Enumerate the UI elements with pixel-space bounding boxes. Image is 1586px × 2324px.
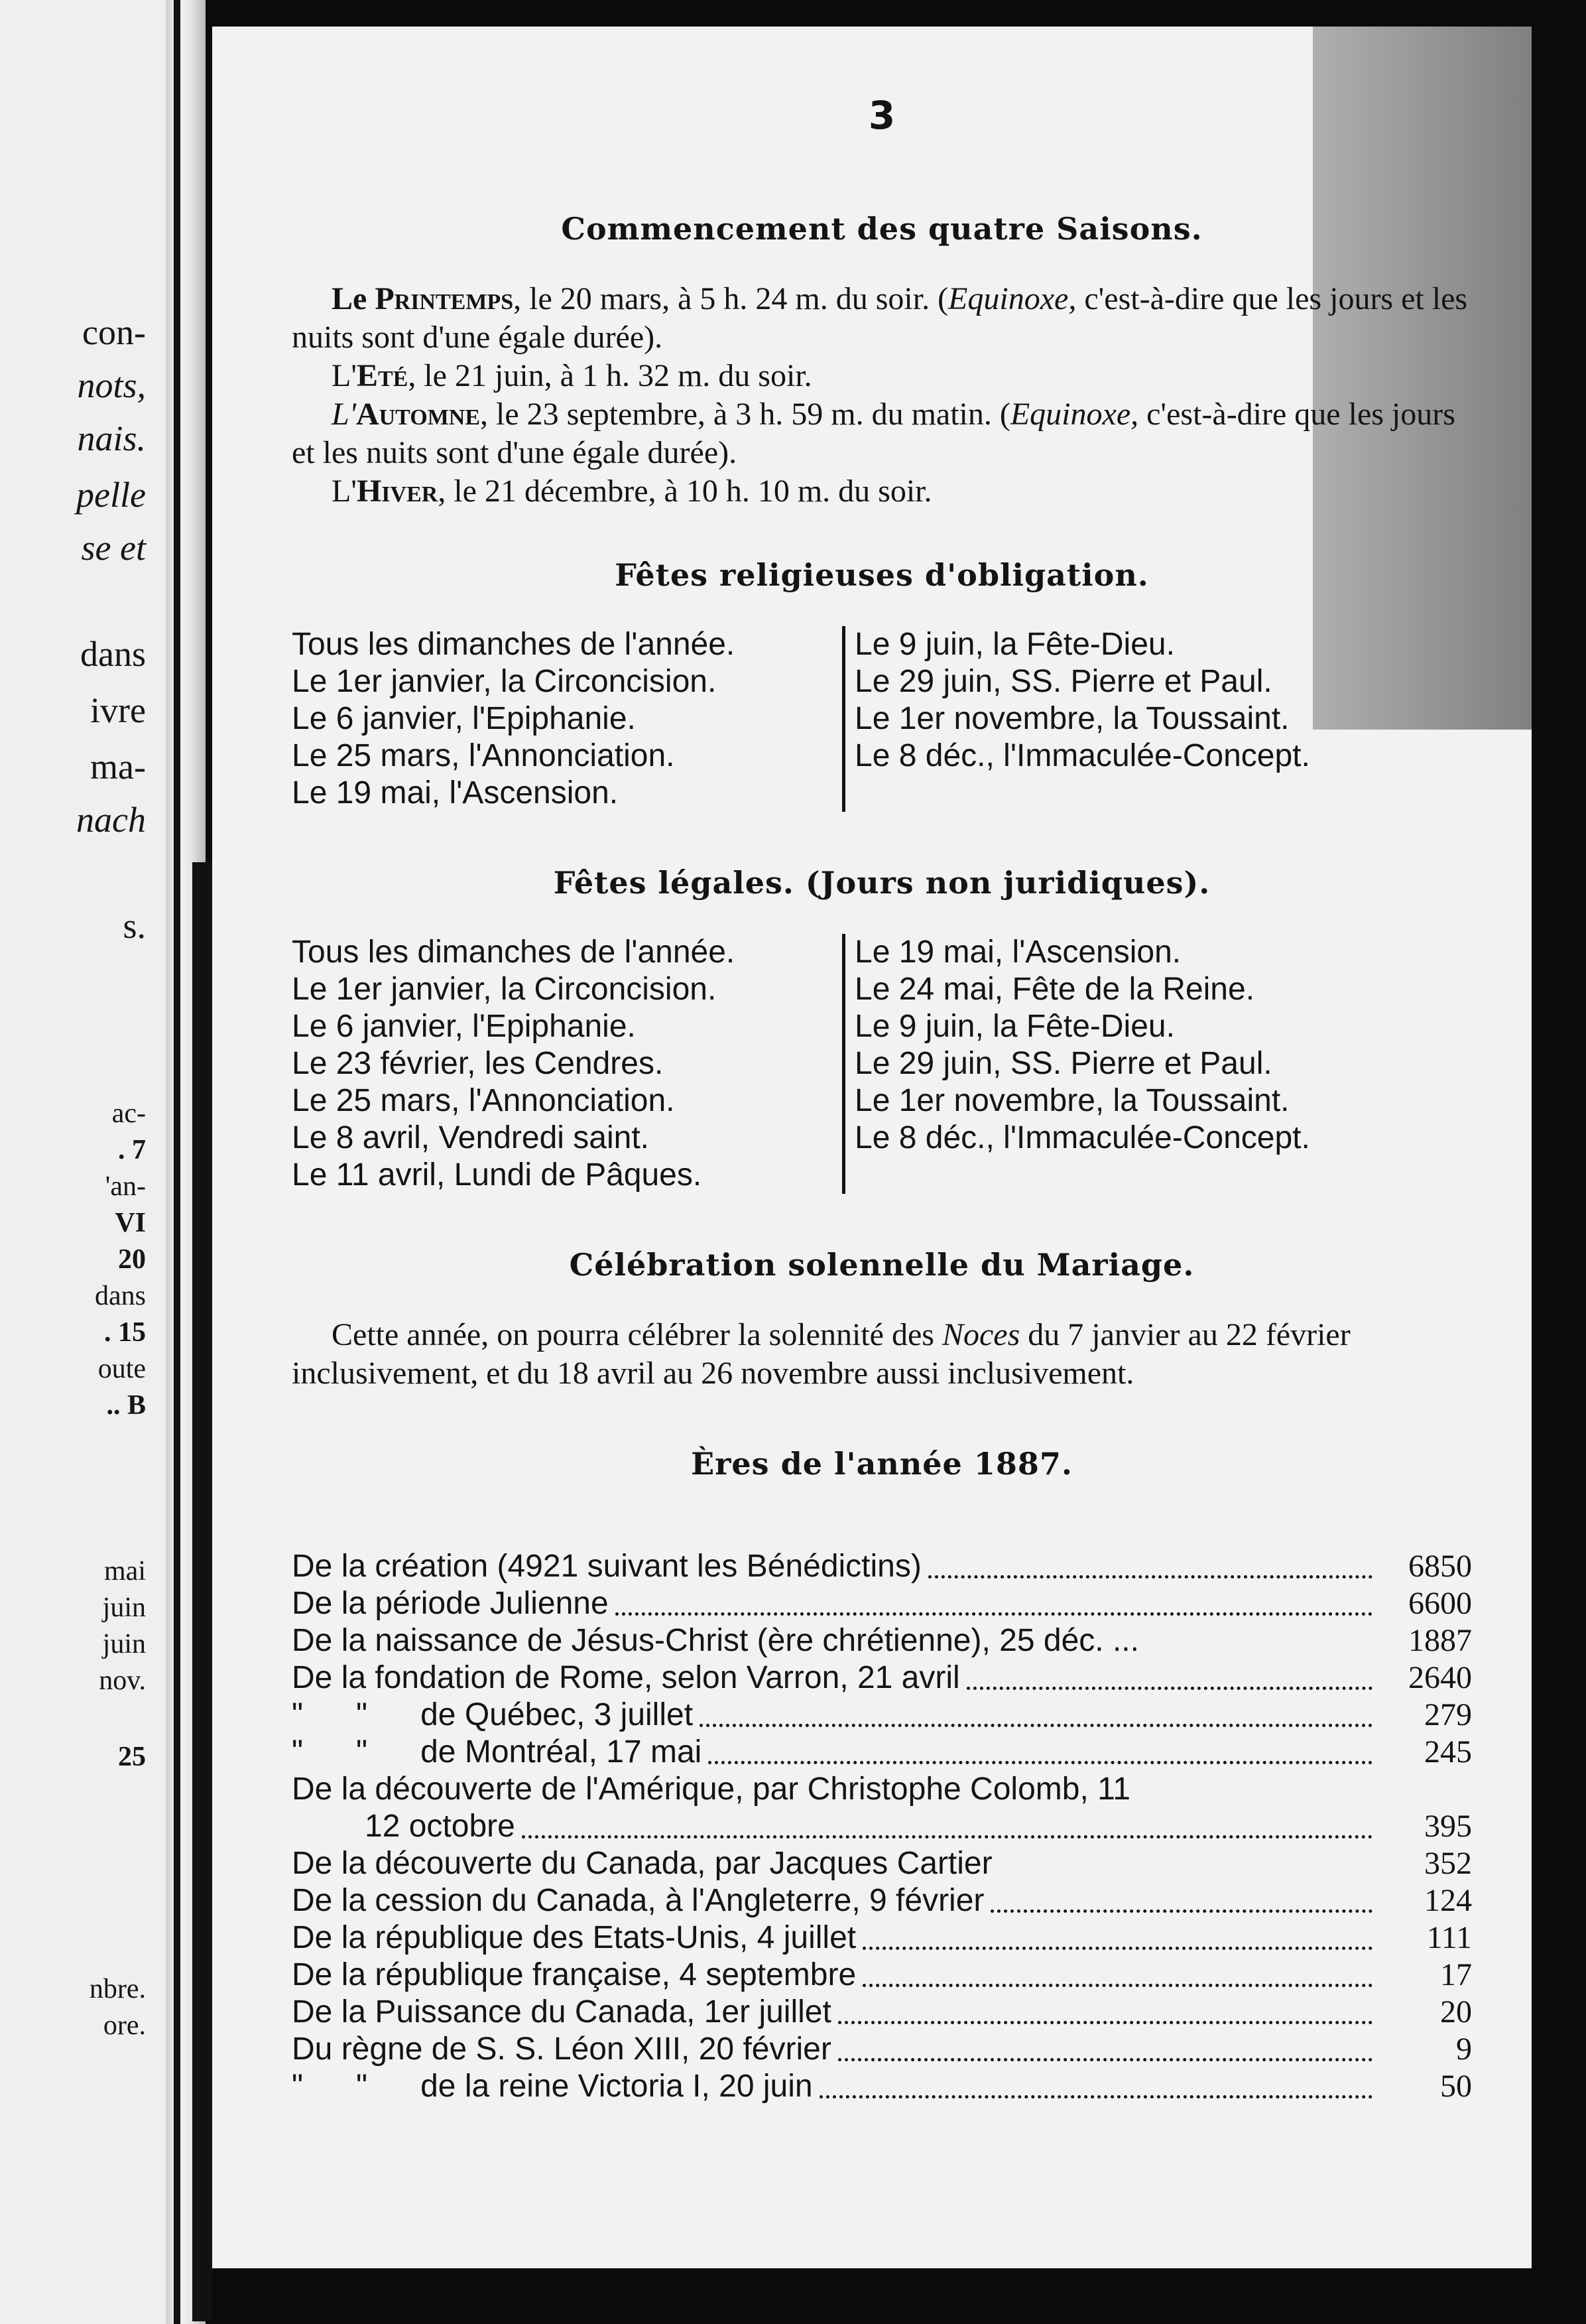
feast-item: Le 25 mars, l'Annonciation.	[292, 1083, 675, 1118]
equinox-label: Equinoxe,	[1010, 397, 1139, 432]
page-edge	[174, 0, 180, 2324]
era-value: 245	[1424, 1734, 1472, 1770]
legal-feasts-columns	[292, 934, 1472, 1194]
noces-word: Noces	[942, 1317, 1020, 1352]
feast-item: Le 19 mai, l'Ascension.	[855, 935, 1182, 970]
season-spring: Le Printemps, le 20 mars, à 5 h. 24 m. du soir. (Equinoxe, c'est-à-dire que les jours et les nuits sont d'une égale durée).	[292, 281, 1468, 355]
marriage-text-b: du 7 janvier au 22 février inclusivement, et du 18 avril au 26 novembre aussi inclusivement.	[292, 1317, 1351, 1391]
fragment: nbre.	[89, 1974, 146, 2004]
fragment: nots,	[77, 365, 146, 405]
marriage-text-a: Cette année, on pourra célébrer la solennité des	[332, 1317, 942, 1352]
feast-item: Le 19 mai, l'Ascension.	[292, 775, 619, 810]
eras-title: Ères de l'année 1887.	[691, 1446, 1073, 1482]
feast-item: Le 8 déc., l'Immaculée-Concept.	[855, 738, 1310, 773]
fragment: nais.	[77, 419, 146, 458]
era-label: " " de la reine Victoria I, 20 juin	[292, 2069, 813, 2104]
equinox-label: Equinoxe,	[948, 281, 1077, 316]
leader-dots	[708, 1761, 1372, 1764]
era-label: De la création (4921 suivant les Bénédictins)	[292, 1549, 922, 1584]
feast-item: Le 1er janvier, la Circoncision.	[292, 972, 717, 1007]
era-value: 20	[1440, 1994, 1472, 2030]
season-text-cont: c'est-à-dire que les jours et les nuits sont d'une égale durée).	[292, 281, 1468, 355]
era-label-line1: De la découverte de l'Amérique, par Christophe Colomb, 11	[292, 1772, 1130, 1807]
leader-dots	[820, 2095, 1372, 2098]
facing-page-fragment	[0, 0, 166, 2324]
era-row	[292, 2068, 1472, 2105]
fragment: .. B	[106, 1390, 146, 1421]
era-row	[292, 1919, 1472, 1957]
season-name: Hiver	[356, 474, 438, 509]
era-row	[292, 1808, 1472, 1845]
season-winter: L'Hiver, le 21 décembre, à 10 h. 10 m. du soir.	[332, 474, 932, 509]
leader-dots	[838, 2058, 1372, 2061]
fragment: ore.	[103, 2010, 146, 2041]
era-value: 1887	[1408, 1623, 1472, 1658]
fragment: 'an-	[105, 1171, 146, 1202]
era-row	[292, 1994, 1472, 2031]
fragment: dans	[95, 1281, 146, 1311]
leader-dots	[615, 1612, 1372, 1616]
season-text: , le 21 décembre, à 10 h. 10 m. du soir.	[438, 474, 932, 509]
era-value: 352	[1424, 1846, 1472, 1881]
era-row	[292, 1882, 1472, 1919]
era-row	[292, 1585, 1472, 1622]
feast-item: Le 8 avril, Vendredi saint.	[292, 1120, 649, 1155]
feast-item: Tous les dimanches de l'année.	[292, 935, 735, 970]
feast-item: Le 24 mai, Fête de la Reine.	[855, 972, 1255, 1007]
fragment: se et	[81, 528, 146, 568]
era-label: De la découverte du Canada, par Jacques Cartier	[292, 1846, 993, 1881]
fragment: ma-	[90, 747, 146, 787]
feast-item: Le 6 janvier, l'Epiphanie.	[292, 1009, 636, 1044]
feast-item: Le 29 juin, SS. Pierre et Paul.	[855, 664, 1272, 699]
leader-dots	[991, 1909, 1372, 1913]
fragment: VI	[115, 1208, 146, 1238]
leader-dots	[863, 1947, 1372, 1950]
fragment: . 15	[104, 1317, 146, 1348]
era-value: 124	[1424, 1883, 1472, 1918]
legal-feasts-right	[842, 934, 1451, 1194]
era-row	[292, 1659, 1472, 1697]
seasons-section	[292, 211, 1472, 511]
era-value: 395	[1424, 1809, 1472, 1844]
religious-feasts-right	[842, 626, 1451, 812]
fragment: dans	[80, 634, 146, 674]
fragment: oute	[97, 1354, 146, 1384]
fragment: con-	[82, 312, 146, 352]
seasons-title: Commencement des quatre Saisons.	[561, 211, 1203, 247]
era-value: 9	[1456, 2032, 1472, 2067]
era-label: De la république française, 4 septembre	[292, 1957, 857, 1992]
page-number: 3	[868, 93, 896, 138]
fragment: . 7	[118, 1135, 146, 1165]
marriage-title: Célébration solennelle du Mariage.	[569, 1247, 1195, 1283]
era-label: De la naissance de Jésus-Christ (ère chrétienne), 25 déc. ...	[292, 1623, 1139, 1658]
season-summer: L'Eté, le 21 juin, à 1 h. 32 m. du soir.	[332, 358, 812, 393]
era-label: De la fondation de Rome, selon Varron, 21 avril	[292, 1660, 960, 1695]
fragment: ac-	[111, 1098, 146, 1129]
era-value: 17	[1440, 1957, 1472, 1992]
religious-feasts-columns	[292, 626, 1472, 812]
era-value: 6600	[1408, 1586, 1472, 1621]
era-value: 111	[1426, 1920, 1472, 1955]
religious-feasts-left	[292, 626, 842, 812]
era-label: " " de Montréal, 17 mai	[292, 1734, 702, 1770]
fragment: ivre	[90, 690, 146, 730]
feast-item: Le 9 juin, la Fête-Dieu.	[855, 1009, 1175, 1044]
era-label: " " de Québec, 3 juillet	[292, 1697, 694, 1732]
season-name: Printemps	[375, 281, 514, 316]
eras-section	[292, 1446, 1472, 2105]
feast-item: Le 9 juin, la Fête-Dieu.	[855, 627, 1175, 662]
era-row	[292, 1957, 1472, 1994]
leader-dots	[928, 1575, 1372, 1579]
legal-feasts-left	[292, 934, 842, 1194]
leader-dots	[700, 1724, 1372, 1727]
feast-item: Le 25 mars, l'Annonciation.	[292, 738, 675, 773]
marriage-section	[292, 1247, 1472, 1393]
leader-dots	[522, 1835, 1372, 1839]
era-label: De la Puissance du Canada, 1er juillet	[292, 1994, 831, 2030]
era-row	[292, 1845, 1472, 1882]
era-label: De la période Julienne	[292, 1586, 609, 1621]
feast-item: Le 1er novembre, la Toussaint.	[855, 701, 1290, 736]
legal-feasts-title: Fêtes légales. (Jours non juridiques).	[553, 865, 1211, 901]
feast-item: Le 1er novembre, la Toussaint.	[855, 1083, 1290, 1118]
season-name: Eté	[356, 358, 408, 393]
religious-feasts-section	[292, 557, 1472, 812]
era-row	[292, 2031, 1472, 2068]
leader-dots	[838, 2021, 1372, 2024]
feast-item: Le 1er janvier, la Circoncision.	[292, 664, 717, 699]
eras-list	[292, 1548, 1472, 2105]
season-autumn: L'Automne, le 23 septembre, à 3 h. 59 m. du matin. (Equinoxe, c'est-à-dire que les jours et les nuits sont d'une égale durée).	[292, 397, 1455, 470]
era-row	[292, 1734, 1472, 1771]
era-label: De la cession du Canada, à l'Angleterre, 9 février	[292, 1883, 985, 1918]
page-content	[292, 93, 1472, 2105]
fragment: nach	[76, 800, 146, 840]
era-value: 50	[1440, 2069, 1472, 2104]
season-name: Automne	[355, 397, 481, 432]
leader-dots	[967, 1687, 1372, 1690]
fragment: s.	[123, 906, 146, 946]
fragment: juin	[102, 1592, 146, 1623]
fragment: mai	[104, 1556, 146, 1586]
feast-item: Le 11 avril, Lundi de Pâques.	[292, 1157, 702, 1193]
era-value: 2640	[1408, 1660, 1472, 1695]
feast-item: Le 23 février, les Cendres.	[292, 1046, 664, 1081]
fragment: pelle	[76, 475, 146, 515]
season-text-cont: c'est-à-dire que les jours et les nuits sont d'une égale durée).	[292, 397, 1455, 470]
religious-feasts-title: Fêtes religieuses d'obligation.	[615, 557, 1149, 593]
season-text: , le 21 juin, à 1 h. 32 m. du soir.	[408, 358, 812, 393]
page-edge-shadow	[192, 862, 212, 2321]
season-text: , le 23 septembre, à 3 h. 59 m. du matin. (	[480, 397, 1010, 432]
era-row	[292, 1622, 1472, 1659]
feast-item: Tous les dimanches de l'année.	[292, 627, 735, 662]
almanac-page	[212, 27, 1532, 2268]
marriage-text	[292, 1316, 1472, 1393]
era-row	[292, 1548, 1472, 1585]
fragment: nov.	[99, 1665, 146, 1696]
era-label: De la république des Etats-Unis, 4 juillet	[292, 1920, 857, 1955]
season-text: , le 20 mars, à 5 h. 24 m. du soir. (	[513, 281, 949, 316]
era-label: Du règne de S. S. Léon XIII, 20 février	[292, 2032, 831, 2067]
feast-item: Le 6 janvier, l'Epiphanie.	[292, 701, 636, 736]
fragment: 25	[118, 1742, 146, 1772]
legal-feasts-section	[292, 865, 1472, 1194]
era-value: 279	[1424, 1697, 1472, 1732]
era-label: 12 octobre	[365, 1809, 515, 1844]
fragment: juin	[102, 1629, 146, 1659]
feast-item: Le 8 déc., l'Immaculée-Concept.	[855, 1120, 1310, 1155]
leader-dots	[863, 1984, 1372, 1987]
era-row	[292, 1697, 1472, 1734]
fragment: 20	[118, 1244, 146, 1275]
feast-item: Le 29 juin, SS. Pierre et Paul.	[855, 1046, 1272, 1081]
era-value: 6850	[1408, 1549, 1472, 1584]
